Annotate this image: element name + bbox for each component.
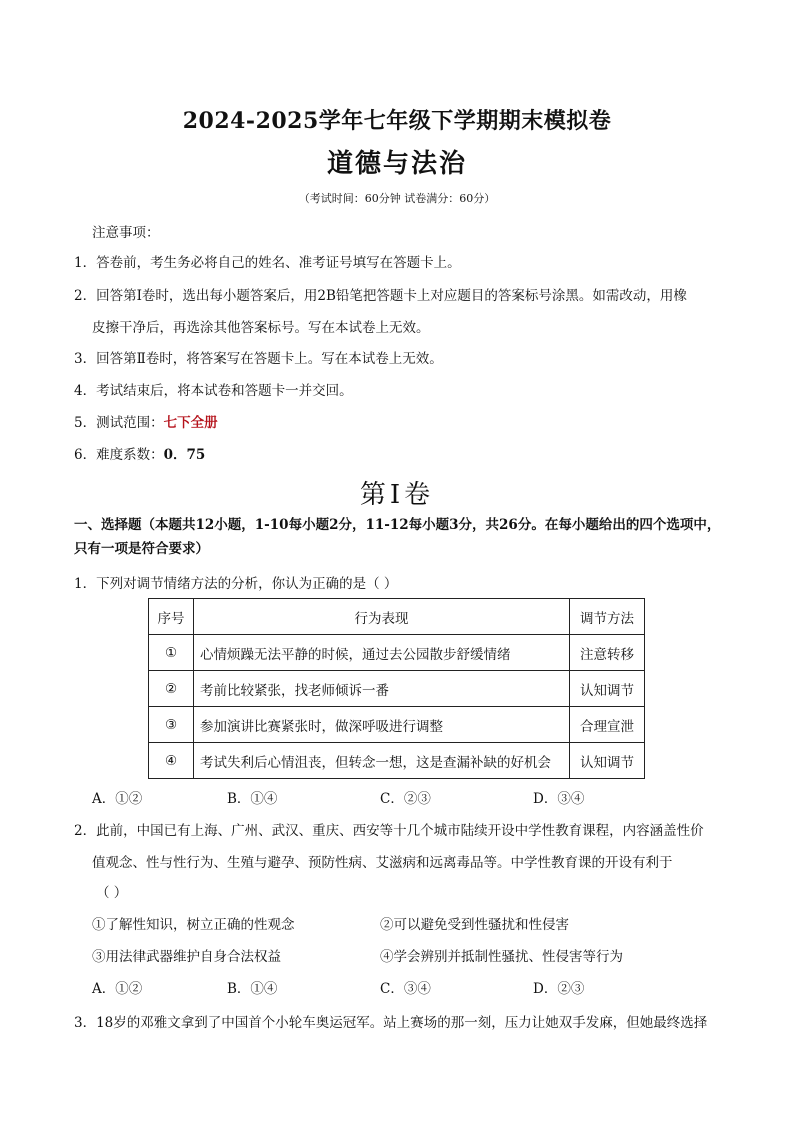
row-method: 认知调节 [570, 671, 645, 707]
notice-item-2: 2．回答第Ⅰ卷时，选出每小题答案后，用2B铅笔把答题卡上对应题目的答案标号涂黑。如需改动，用橡 [74, 288, 687, 304]
exam-title: 2024-2025学年七年级下学期期末模拟卷 [182, 108, 612, 134]
notice-heading: 注意事项： [92, 225, 160, 241]
table-header-row [149, 599, 645, 635]
header-cell-index: 序号 [149, 599, 194, 635]
row-index: ③ [149, 707, 194, 743]
notice-item-6 [74, 443, 205, 463]
table-row [149, 707, 645, 743]
scope-label: 5．测试范围： [74, 415, 164, 431]
q3-stem-line1: 3．18岁的邓雅文拿到了中国首个小轮车奥运冠军。站上赛场的那一刻，压力让她双手发麻，但她最终选择 [74, 1015, 708, 1031]
section-heading-line2: 只有一项是符合要求） [74, 541, 209, 557]
row-index: ④ [149, 743, 194, 779]
row-behavior: 考试失利后心情沮丧，但转念一想，这是查漏补缺的好机会 [194, 743, 570, 779]
q1-option-b: B．①④ [227, 791, 278, 807]
q1-stem: 1．下列对调节情绪方法的分析，你认为正确的是（ ） [74, 576, 398, 592]
notice-item-3: 3．回答第Ⅱ卷时，将答案写在答题卡上。写在本试卷上无效。 [74, 351, 443, 367]
row-behavior: 考前比较紧张，找老师倾诉一番 [194, 671, 570, 707]
q2-option-d: D．②③ [533, 981, 585, 997]
notice-item-4: 4．考试结束后，将本试卷和答题卡一并交回。 [74, 383, 353, 399]
subject-title: 道德与法治 [326, 149, 467, 179]
q2-statement-1: ①了解性知识，树立正确的性观念 [92, 917, 295, 933]
row-method: 注意转移 [570, 635, 645, 671]
q2-stem-line1: 2．此前，中国已有上海、广州、武汉、重庆、西安等十几个城市陆续开设中学性教育课程，内容涵盖性价 [74, 823, 704, 839]
q2-option-a: A．①② [92, 981, 143, 997]
q2-option-c: C．③④ [380, 981, 431, 997]
q2-stem-line3: （ ） [96, 885, 128, 901]
row-index: ① [149, 635, 194, 671]
q2-statement-4: ④学会辨别并抵制性骚扰、性侵害等行为 [380, 949, 623, 965]
table-row [149, 635, 645, 671]
q2-statement-3: ③用法律武器维护自身合法权益 [92, 949, 281, 965]
q1-option-d: D．③④ [533, 791, 585, 807]
q1-option-c: C．②③ [380, 791, 431, 807]
exam-info: （考试时间：60分钟 试卷满分：60分） [298, 192, 496, 205]
section-heading-line1: 一、选择题（本题共12小题，1-10每小题2分，11-12每小题3分，共26分。在每小题给出的四个选项中， [74, 517, 721, 533]
row-behavior: 参加演讲比赛紧张时，做深呼吸进行调整 [194, 707, 570, 743]
row-method: 合理宣泄 [570, 707, 645, 743]
notice-item-2-cont: 皮擦干净后，再选涂其他答案标号。写在本试卷上无效。 [92, 320, 430, 336]
header-cell-behavior: 行为表现 [194, 599, 570, 635]
row-index: ② [149, 671, 194, 707]
notice-item-5 [74, 411, 218, 431]
row-behavior: 心情烦躁无法平静的时候，通过去公园散步舒缓情绪 [194, 635, 570, 671]
notice-item-1: 1．答卷前，考生务必将自己的姓名、准考证号填写在答题卡上。 [74, 255, 461, 271]
q2-option-b: B．①④ [227, 981, 278, 997]
volume-title: 第Ⅰ卷 [359, 480, 435, 510]
scope-value: 七下全册 [163, 415, 218, 431]
difficulty-value: 0．75 [163, 447, 206, 463]
difficulty-label: 6．难度系数： [74, 447, 164, 463]
q1-option-a: A．①② [92, 791, 143, 807]
q2-stem-line2: 值观念、性与性行为、生殖与避孕、预防性病、艾滋病和远离毒品等。中学性教育课的开设有利于 [92, 855, 673, 871]
row-method: 认知调节 [570, 743, 645, 779]
q1-table [148, 598, 645, 779]
q2-statement-2: ②可以避免受到性骚扰和性侵害 [380, 917, 569, 933]
header-cell-method: 调节方法 [570, 599, 645, 635]
table-row [149, 743, 645, 779]
table-row [149, 671, 645, 707]
